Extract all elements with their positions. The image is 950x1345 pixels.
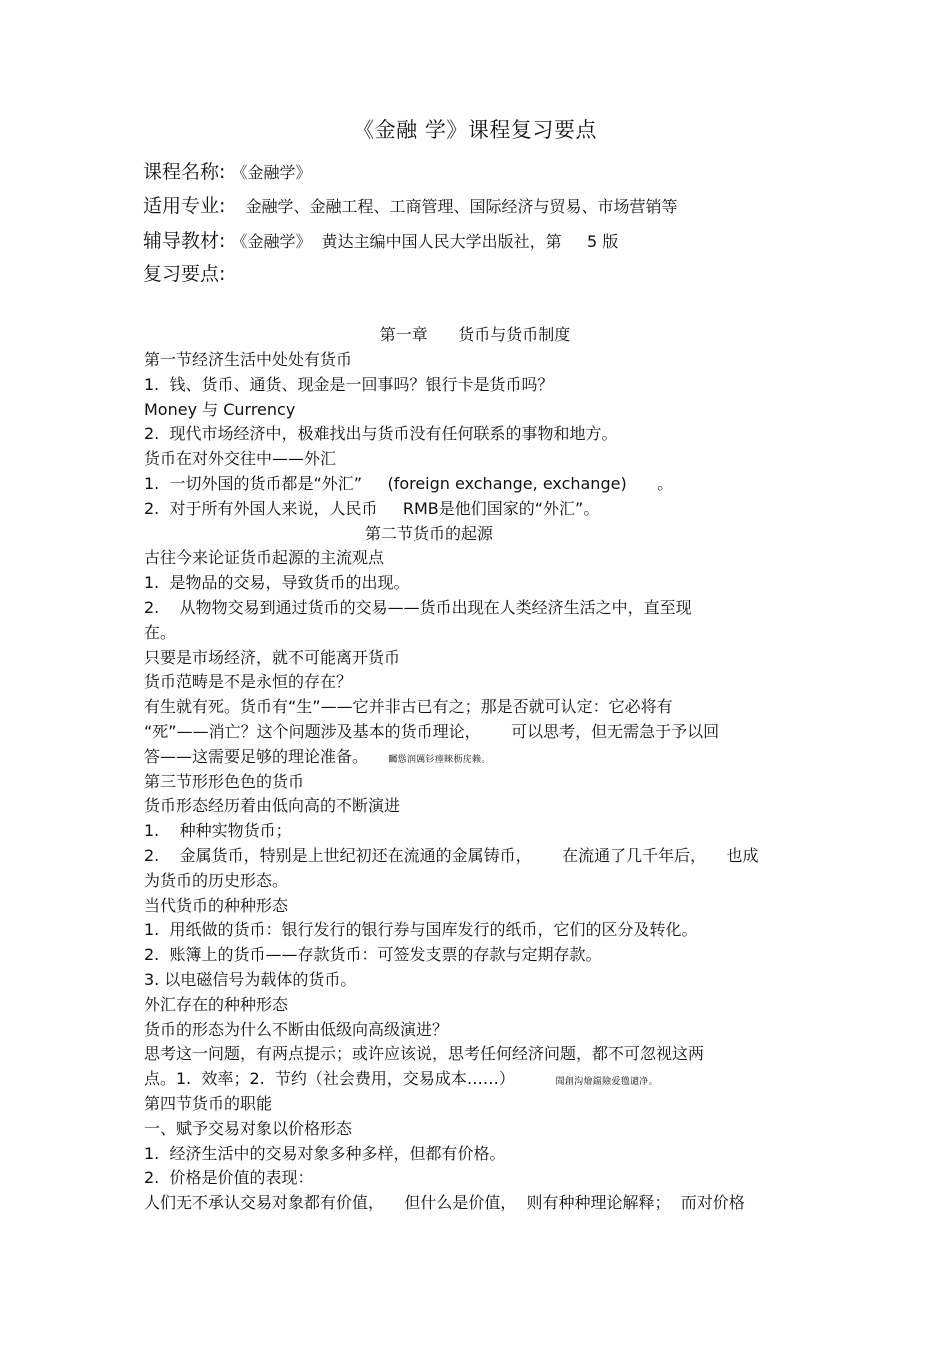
text-line: “死”——消亡？这个问题涉及基本的货币理论， 可以思考，但无需急于予以回 bbox=[144, 721, 720, 741]
text-line: 第三节形形色色的货币 bbox=[144, 771, 305, 791]
body-text bbox=[144, 348, 824, 1216]
text-line: 1. 用纸做的货币：银行发行的银行券与国库发行的纸币，它们的区分及转化。 bbox=[144, 920, 698, 940]
text-line: 思考这一问题，有两点提示；或许应该说，思考任何经济问题，都不可忽视这两 bbox=[144, 1044, 705, 1064]
text-line: 1. 是物品的交易，导致货币的出现。 bbox=[144, 573, 410, 593]
course-name-label: 课程名称: bbox=[143, 161, 226, 183]
text-line: 当代货币的种种形态 bbox=[144, 895, 289, 915]
course-name-row bbox=[143, 157, 311, 184]
text-line: 为货币的历史形态。 bbox=[144, 870, 289, 890]
text-line bbox=[144, 1067, 824, 1092]
watermark-text: 聞創沟燴鐺險爱氇谴净。 bbox=[555, 1077, 658, 1088]
text-line: 2. 账簿上的货币——存款货币：可签发支票的存款与定期存款。 bbox=[144, 945, 602, 965]
text-line: 第四节货币的职能 bbox=[144, 1093, 273, 1113]
text-line: 古往今来论证货币起源的主流观点 bbox=[144, 548, 385, 568]
text-line: 有生就有死。货币有“生”——它并非古已有之；那是否就可认定：它必将有 bbox=[144, 697, 673, 717]
watermark-text: 矚慫润厲钐瘗睞枥庑赖。 bbox=[388, 754, 491, 765]
section-heading: 第二节货币的起源 bbox=[364, 523, 493, 543]
text-line: 2. 金属货币，特别是上世纪初还在流通的金属铸币， 在流通了几千年后， 也成 bbox=[144, 845, 759, 865]
applicable-major-label: 适用专业: bbox=[143, 195, 226, 217]
text-line: 3. 以电磁信号为载体的货币。 bbox=[144, 969, 357, 989]
text-line: 1. 种种实物货币； bbox=[144, 821, 292, 841]
text-line: 第一节经济生活中处处有货币 bbox=[144, 350, 353, 369]
text-line: Money 与 Currency bbox=[144, 399, 296, 419]
text-line: 2. 价格是价值的表现： bbox=[144, 1168, 314, 1188]
text-line: 货币范畴是不是永恒的存在？ bbox=[144, 672, 353, 692]
text-line: 外汇存在的种种形态 bbox=[144, 994, 289, 1014]
text-line: 1. 经济生活中的交易对象多种多样，但都有价格。 bbox=[144, 1143, 506, 1163]
textbook-label: 辅导教材: bbox=[143, 230, 226, 252]
text-line: 1. 钱、货币、通货、现金是一回事吗？银行卡是货币吗？ bbox=[144, 374, 554, 394]
text-line: 货币形态经历着由低向高的不断演进 bbox=[144, 796, 401, 816]
applicable-major-row bbox=[143, 191, 677, 218]
text-line: 人们无不承认交易对象都有价值， 但什么是价值， 则有种种理论解释； 而对价格 bbox=[144, 1193, 745, 1213]
text-line: 一、赋予交易对象以价格形态 bbox=[144, 1118, 353, 1138]
course-name-value: 《金融学》 bbox=[231, 163, 312, 182]
textbook-row bbox=[143, 226, 618, 253]
applicable-major-value: 金融学、金融工程、工商管理、国际经济与贸易、市场营销等 bbox=[245, 197, 678, 216]
review-points-label: 复习要点: bbox=[143, 263, 226, 285]
text-line: 货币的形态为什么不断由低级向高级演进？ bbox=[144, 1019, 449, 1039]
text-line: 货币在对外交往中——外汇 bbox=[144, 449, 337, 469]
text-line: 2. 对于所有外国人来说，人民币 RMB是他们国家的“外汇”。 bbox=[144, 498, 600, 518]
text-line: 在。 bbox=[144, 622, 177, 642]
review-points-row bbox=[143, 259, 225, 286]
text-line-content: 答——这需要足够的理论准备。 bbox=[144, 746, 369, 766]
chapter-title: 第一章 货币与货币制度 bbox=[379, 325, 571, 344]
text-line: 2. 现代市场经济中，极难找出与货币没有任何联系的事物和地方。 bbox=[144, 424, 618, 444]
text-line-content: 点。1. 效率；2. 节约（社会费用，交易成本……） bbox=[144, 1069, 515, 1089]
text-line: 只要是市场经济，就不可能离开货币 bbox=[144, 647, 401, 667]
text-line: 2. 从物物交易到通过货币的交易——货币出现在人类经济生活之中，直至现 bbox=[144, 597, 692, 617]
textbook-value: 《金融学》 黄达主编中国人民大学出版社，第 5 版 bbox=[231, 232, 619, 251]
text-line: 1. 一切外国的货币都是“外汇” (foreign exchange, exchange) 。 bbox=[144, 473, 674, 493]
document-title: 《金融 学》课程复习要点 bbox=[353, 118, 597, 142]
text-line bbox=[144, 745, 824, 770]
